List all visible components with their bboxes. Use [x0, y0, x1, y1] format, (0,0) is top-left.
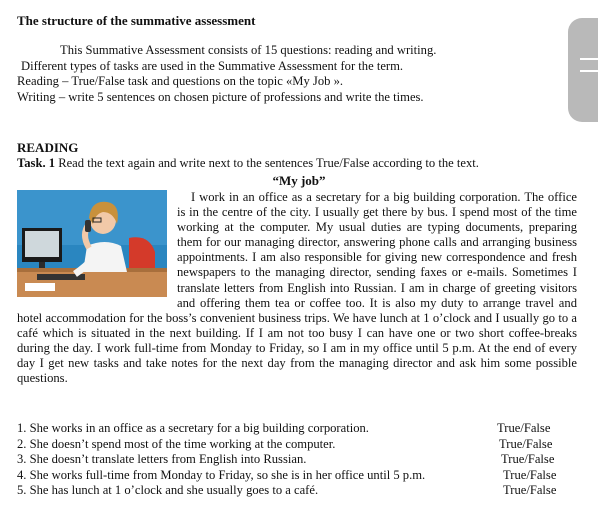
true-false-answer: True/False	[503, 483, 557, 498]
true-false-answer: True/False	[497, 421, 551, 435]
question-item	[17, 437, 577, 453]
question-item	[17, 421, 577, 437]
task-text: Read the text again and write next to the sentences True/False according to the text.	[55, 156, 479, 170]
section-heading-reading: READING	[17, 140, 79, 155]
question-text: 4. She works full-time from Monday to Friday, so she is in her office until 5 p.m.	[17, 467, 426, 482]
true-false-answer: True/False	[503, 467, 557, 482]
intro-line: Reading – True/False task and questions on the topic «My Job ».	[17, 74, 344, 89]
question-text: 5. She has lunch at 1 o’clock and she usually goes to a café.	[17, 483, 319, 498]
reading-text-body: I work in an office as a secretary for a big building corporation. The office is in the centre of the city. I usually get there by bus. I spend most of the time working at the computer. My usual duties are typing documents, preparing them for our managing director, answering phone calls and arranging business appointments. I am also responsible for giving new correspondence and fresh newspapers to the managing director, sending faxes or e-mails. Sometimes I translate letters from English into Russian. I am in charge of greeting visitors and offering them tea or coffee too. It is also my duty to arrange travel and hotel accommodation for the boss’s convenient business trips. We have lunch at 1 o’clock and I usually go to a café which is situated in the next building. If I am not too busy I can have one or two short coffee-breaks during the day. I work full-time from Monday to Friday, so I am in my office until 5 p.m. At the end of every day I get new tasks and take notes for the next day from the managing director and ask him some possible questions.	[17, 190, 577, 386]
intro-line: Different types of tasks are used in the Summative Assessment for the term.	[21, 58, 404, 73]
reading-text	[17, 190, 577, 386]
question-item	[17, 468, 577, 484]
task-label: Task. 1	[17, 156, 56, 170]
question-item	[17, 452, 577, 468]
intro-block	[17, 43, 577, 105]
secretary-illustration	[17, 190, 167, 297]
question-list	[17, 421, 577, 499]
intro-line: Writing – write 5 sentences on chosen picture of professions and write the times.	[17, 89, 424, 104]
page-title: The structure of the summative assessment	[17, 13, 256, 28]
secretary-illustration-icon	[17, 190, 167, 297]
question-text: 2. She doesn’t spend most of the time working at the computer.	[17, 436, 336, 451]
question-text: 3. She doesn’t translate letters from English into Russian.	[17, 452, 307, 467]
task-instruction	[17, 156, 479, 171]
text-title: “My job”	[272, 173, 326, 188]
question-item	[17, 483, 577, 499]
true-false-answer: True/False	[501, 452, 555, 467]
true-false-answer: True/False	[499, 436, 553, 451]
question-text: 1. She works in an office as a secretary for a big building corporation.	[17, 421, 369, 435]
intro-line: This Summative Assessment consists of 15 questions: reading and writing.	[60, 43, 437, 57]
side-menu-tab[interactable]	[568, 18, 598, 122]
